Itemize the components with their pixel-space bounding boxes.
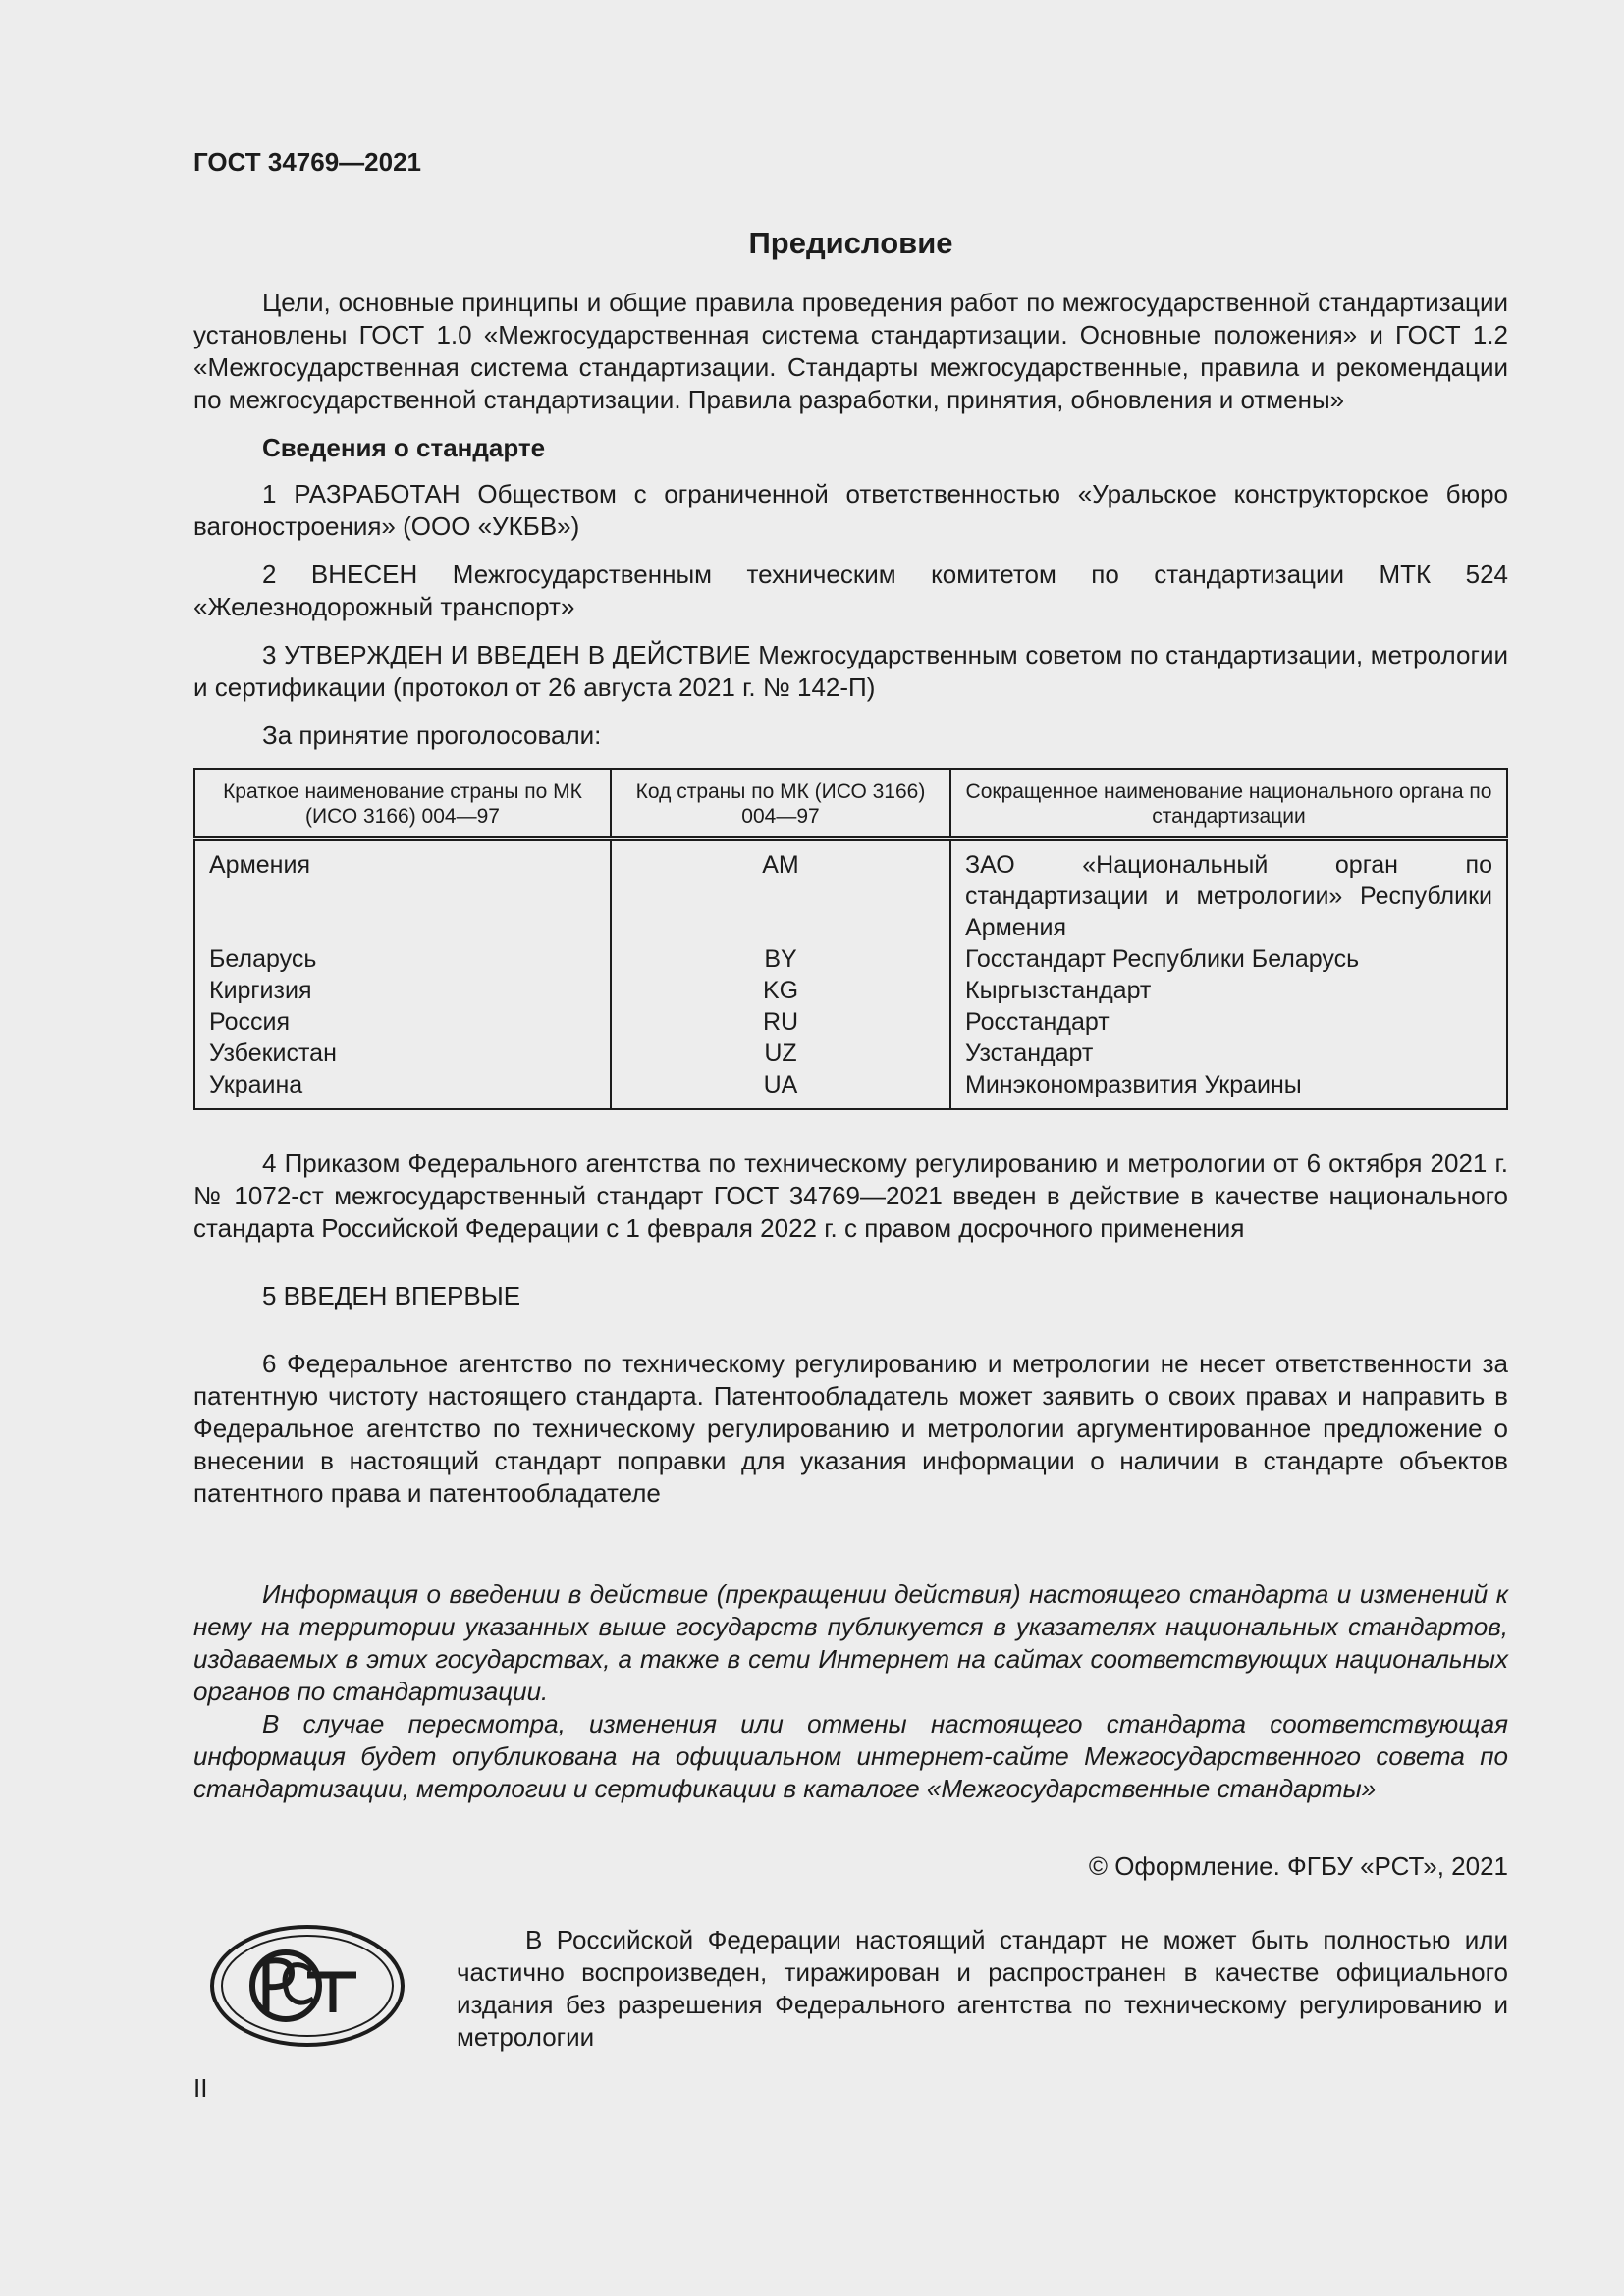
country-code: BY bbox=[611, 943, 950, 975]
item-5-first-introduced: 5 ВВЕДЕН ВПЕРВЫЕ bbox=[262, 1281, 521, 1310]
country-code: UZ bbox=[611, 1038, 950, 1069]
country-code: RU bbox=[611, 1006, 950, 1038]
national-body: Кыргызстандарт bbox=[965, 977, 1152, 1004]
page-content bbox=[193, 224, 1508, 2061]
item-6-patent: 6 Федеральное агентство по техническому регулированию и метрологии не несет ответственности за патентную чистоту настоящего стандарта. Патентообладатель может заявить о своих правах и направить в Федеральное агентство по техническому регулированию и метрологии аргументированное предложение о внесении в настоящий стандарт поправки для указания информации о наличии в стандарте объектов патентного права и патентообладателе bbox=[193, 1349, 1508, 1508]
national-body: Госстандарт Республики Беларусь bbox=[965, 945, 1360, 973]
header-country-name: Краткое наименование страны по МК (ИСО 3166) 004—97 bbox=[194, 769, 611, 839]
country-name: Россия bbox=[194, 1006, 611, 1038]
rst-logo-icon bbox=[209, 1924, 406, 2048]
header-country-code: Код страны по МК (ИСО 3166) 004—97 bbox=[611, 769, 950, 839]
table-row bbox=[194, 943, 1507, 975]
national-body: Росстандарт bbox=[965, 1008, 1110, 1036]
page-title: Предисловие bbox=[748, 226, 953, 260]
header-national-body: Сокращенное наименование национального органа по стандартизации bbox=[950, 769, 1507, 839]
country-name: Киргизия bbox=[194, 975, 611, 1006]
footer-notice bbox=[193, 1924, 1508, 2061]
country-name: Украина bbox=[194, 1069, 611, 1109]
note-publication: Информация о введении в действие (прекращении действия) настоящего стандарта и изменений к нему на территории указанных выше государств публикуется в указателях национальных стандартов, издаваемых в этих государствах, а также в сети Интернет на сайтах соответствующих национальных органов по стандартизации. bbox=[193, 1579, 1508, 1706]
voting-countries-table bbox=[193, 768, 1508, 1110]
vote-intro: За принятие проголосовали: bbox=[262, 721, 602, 750]
table-row bbox=[194, 1069, 1507, 1109]
item-1-developed: 1 РАЗРАБОТАН Обществом с ограниченной ответственностью «Уральское конструкторское бюро вагоностроения» (ООО «УКБВ») bbox=[193, 479, 1508, 541]
info-heading: Сведения о стандарте bbox=[262, 433, 546, 462]
item-3-approved: 3 УТВЕРЖДЕН И ВВЕДЕН В ДЕЙСТВИЕ Межгосударственным советом по стандартизации, метрологии и сертификации (протокол от 26 августа 2021 г. № 142-П) bbox=[193, 640, 1508, 702]
table-header-row bbox=[194, 769, 1507, 839]
country-name: Беларусь bbox=[194, 943, 611, 975]
table-row bbox=[194, 839, 1507, 944]
footer-copyright-notice: В Российской Федерации настоящий стандарт не может быть полностью или частично воспроизведен, тиражирован и распространен в качестве официального издания без разрешения Федерального агентства по техническому регулированию и метрологии bbox=[457, 1925, 1508, 2052]
national-body: Минэкономразвития Украины bbox=[965, 1071, 1302, 1098]
intro-paragraph: Цели, основные принципы и общие правила проведения работ по межгосударственной стандартизации установлены ГОСТ 1.0 «Межгосударственная система стандартизации. Основные положения» и ГОСТ 1.2 «Межгосударственная система стандартизации. Стандарты межгосударственные, правила и рекомендации по межгосударственной стандартизации. Правила разработки, принятия, обновления и отмены» bbox=[193, 288, 1508, 414]
page-number: II bbox=[193, 2073, 208, 2103]
country-code: UA bbox=[611, 1069, 950, 1109]
table-row bbox=[194, 1038, 1507, 1069]
note-revision: В случае пересмотра, изменения или отмены настоящего стандарта соответствующая информация будет опубликована на официальном интернет-сайте Межгосударственного совета по стандартизации, метрологии и сертификации в каталоге «Межгосударственные стандарты» bbox=[193, 1709, 1508, 1803]
country-name: Узбекистан bbox=[194, 1038, 611, 1069]
country-code: KG bbox=[611, 975, 950, 1006]
table-row bbox=[194, 1006, 1507, 1038]
country-code: AM bbox=[611, 839, 950, 944]
item-4-order: 4 Приказом Федерального агентства по техническому регулированию и метрологии от 6 октября 2021 г. № 1072-ст межгосударственный стандарт ГОСТ 34769—2021 введен в действие в качестве национального стандарта Российской Федерации с 1 февраля 2022 г. с правом досрочного применения bbox=[193, 1148, 1508, 1243]
national-body: ЗАО «Национальный орган по стандартизации и метрологии» Республики Армения bbox=[965, 851, 1492, 941]
document-code: ГОСТ 34769—2021 bbox=[193, 147, 421, 177]
table-row bbox=[194, 975, 1507, 1006]
country-name: Армения bbox=[194, 839, 611, 944]
copyright-line: © Оформление. ФГБУ «РСТ», 2021 bbox=[1088, 1851, 1508, 1881]
item-2-submitted: 2 ВНЕСЕН Межгосударственным техническим комитетом по стандартизации МТК 524 «Железнодорожный транспорт» bbox=[193, 560, 1508, 621]
national-body: Узстандарт bbox=[965, 1040, 1094, 1067]
info-notes bbox=[193, 1578, 1508, 1805]
